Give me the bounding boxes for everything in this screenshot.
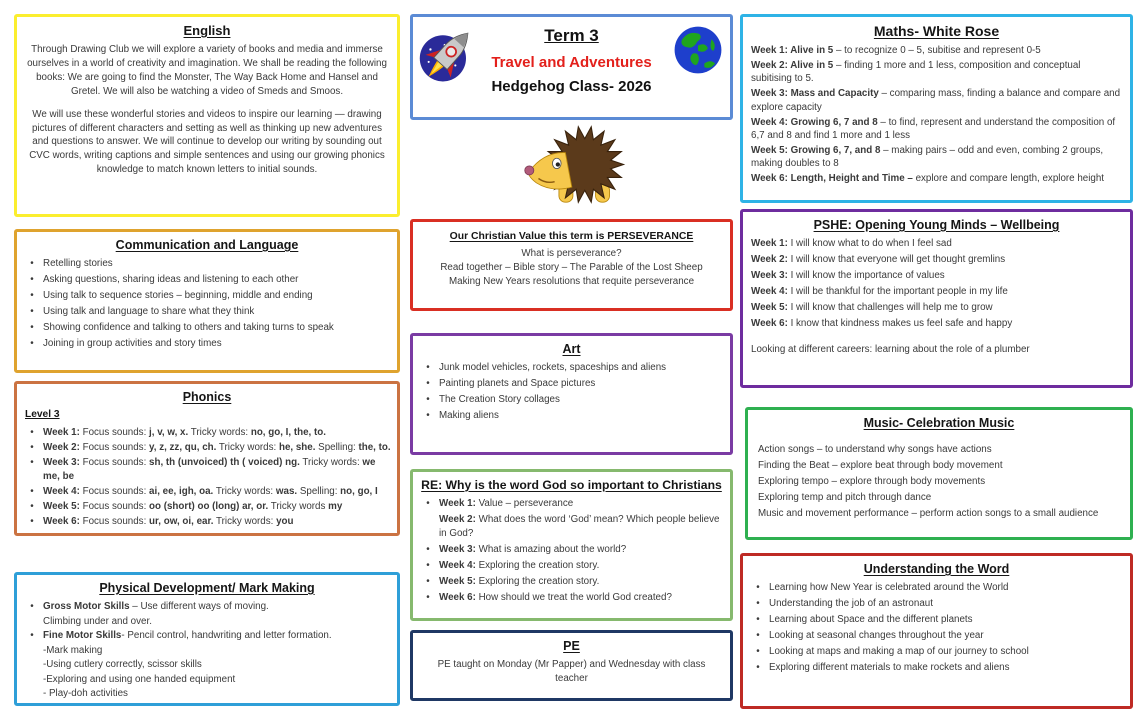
list-item-text: Using talk and language to share what they think [43, 306, 255, 318]
bullet-marker [417, 361, 439, 375]
bullet-marker [21, 500, 43, 514]
list-item-text: Junk model vehicles, rockets, spaceships and aliens [439, 362, 667, 373]
re-week-item [417, 497, 724, 511]
list-item [747, 613, 1124, 627]
term-label: Term 3 [544, 26, 599, 45]
bullet-marker [417, 543, 439, 557]
list-item-text: Painting planets and Space pictures [439, 378, 596, 390]
list-item-text: Climbing under and over. [43, 615, 152, 627]
re-week-text: Week 6: How should we treat the world God created? [439, 591, 672, 603]
phonics-week-text: Week 2: Focus sounds: y, z, zz, qu, ch. Tricky words: he, she. Spelling: the, to. [43, 442, 391, 454]
maths-week-text: Week 3: Mass and Capacity – comparing mass, finding a balance and compare and explore capacity [751, 88, 1121, 113]
list-item-text: Learning how New Year is celebrated around the World [769, 582, 1009, 593]
re-week-item [417, 575, 724, 589]
phonics-week-text: Week 4: Focus sounds: ai, ee, igh, oa. Tricky words: was. Spelling: no, go, I [43, 485, 378, 497]
phonics-week-item [21, 485, 391, 499]
list-item-text: Looking at maps and making a map of our journey to school [769, 646, 1029, 658]
bullet-marker [417, 591, 439, 605]
music-box [745, 407, 1133, 540]
list-item [21, 615, 391, 629]
bullet-marker [747, 645, 769, 659]
list-item [21, 321, 391, 335]
music-line: Exploring temp and pitch through dance [758, 491, 932, 503]
bullet-marker [21, 257, 43, 271]
pshe-week-text: Week 2: I will know that everyone will get thought gremlins [751, 253, 1006, 265]
english-paragraph: We will use these wonderful stories and videos to inspire our learning — drawing pictures of different characters and setting as well as thinking up new adventures and questions to answer. We will continue to develop our writing by sounding out CVC words, writing captions and simple sentences and using our growing phonics knowledge to match known letters to initial sounds. [29, 108, 385, 176]
phonics-week-text: Week 3: Focus sounds: sh, th (unvoiced) th ( voiced) ng. Tricky words: we me, be [43, 457, 376, 482]
list-item [747, 597, 1124, 611]
understanding-the-word-box [740, 553, 1133, 709]
list-item-text: Retelling stories [43, 258, 113, 269]
bullet-marker [747, 613, 769, 627]
music-line: Action songs – to understand why songs have actions [758, 444, 992, 455]
phonics-week-text: Week 5: Focus sounds: oo (short) oo (long) ar, or. Tricky words my [43, 500, 343, 512]
bullet-marker [417, 575, 439, 589]
list-item-text: Showing confidence and talking to others and taking turns to speak [43, 322, 334, 334]
list-item-text: -Exploring and using one handed equipment [43, 673, 236, 685]
re-title: RE: Why is the word God so important to Christians [421, 478, 722, 492]
pshe-week-text: Week 5: I will know that challenges will help me to grow [751, 301, 993, 313]
bullet-marker [417, 513, 439, 540]
maths-week-text: Week 6: Length, Height and Time – explore and compare length, explore height [751, 173, 1105, 185]
maths-week-text: Week 4: Growing 6, 7 and 8 – to find, represent and understand the composition of 6,7 and 8 and find 1 more and 1 less [751, 116, 1116, 141]
list-item-text: Fine Motor Skills- Pencil control, handwriting and letter formation. [43, 630, 332, 642]
pshe-week-text: Week 4: I will be thankful for the important people in my life [751, 285, 1008, 297]
bullet-marker [21, 456, 43, 483]
bullet-marker [21, 687, 43, 701]
topic-label: Travel and Adventures [491, 54, 652, 71]
list-item [21, 644, 391, 658]
phonics-week-item [21, 515, 391, 529]
pshe-box [740, 209, 1133, 388]
pe-title: PE [563, 639, 580, 653]
christian-value-box [410, 219, 733, 311]
bullet-marker [21, 615, 43, 629]
bullet-marker [21, 426, 43, 440]
bullet-marker [417, 559, 439, 573]
phonics-title: Phonics [182, 390, 232, 404]
list-item-text: Making aliens [439, 410, 499, 422]
pshe-careers-text: Looking at different careers: learning about the role of a plumber [751, 343, 1030, 355]
list-item [21, 600, 391, 614]
list-item [417, 409, 724, 423]
re-box [410, 469, 733, 621]
re-week-item [417, 591, 724, 605]
physical-development-box [14, 572, 400, 706]
maths-week-text: Week 1: Alive in 5 – to recognize 0 – 5, subitise and represent 0-5 [751, 45, 1041, 56]
list-item-text: Exploring different materials to make rockets and aliens [769, 662, 1010, 674]
list-item [21, 273, 391, 287]
bullet-marker [21, 321, 43, 335]
list-item [417, 393, 724, 407]
bullet-marker [21, 658, 43, 672]
list-item [21, 629, 391, 643]
maths-week-text: Week 2: Alive in 5 – finding 1 more and 1 less, composition and conceptual subitising to 5. [751, 59, 1081, 85]
term-header-box [410, 14, 733, 120]
bullet-marker [21, 600, 43, 614]
music-line: Exploring tempo – explore through body movements [758, 475, 986, 487]
understanding-title: Understanding the Word [863, 562, 1010, 576]
class-name-label: Hedgehog Class- 2026 [491, 78, 652, 95]
re-week-item [417, 513, 724, 540]
re-week-item [417, 543, 724, 557]
list-item-text: Gross Motor Skills – Use different ways of moving. [43, 601, 269, 612]
bullet-marker [417, 497, 439, 511]
list-item [747, 645, 1124, 659]
bullet-marker [21, 673, 43, 687]
list-item [21, 289, 391, 303]
communication-language-box [14, 229, 400, 373]
pshe-week-text: Week 1: I will know what to do when I feel sad [751, 238, 952, 249]
bullet-marker [21, 305, 43, 319]
christian-value-title: Our Christian Value this term is PERSEVERANCE [449, 231, 694, 242]
english-box [14, 14, 400, 217]
bullet-marker [21, 441, 43, 455]
globe-icon [671, 23, 725, 77]
list-item [747, 629, 1124, 643]
phonics-week-text: Week 6: Focus sounds: ur, ow, oi, ear. Tricky words: you [43, 515, 294, 527]
list-item [21, 673, 391, 687]
bullet-marker [21, 273, 43, 287]
art-title: Art [562, 342, 581, 356]
re-week-text: Week 5: Exploring the creation story. [439, 575, 600, 587]
bullet-marker [21, 515, 43, 529]
phonics-box [14, 381, 400, 536]
maths-box [740, 14, 1133, 203]
list-item-text: Using talk to sequence stories – beginning, middle and ending [43, 290, 313, 302]
list-item [417, 377, 724, 391]
bullet-marker [21, 289, 43, 303]
list-item-text: -Mark making [43, 644, 103, 656]
bullet-marker [747, 661, 769, 675]
phonics-week-item [21, 441, 391, 455]
bullet-marker [747, 629, 769, 643]
phonics-week-item [21, 456, 391, 483]
bullet-marker [417, 377, 439, 391]
bullet-marker [21, 337, 43, 351]
art-box [410, 333, 733, 455]
maths-week-text: Week 5: Growing 6, 7, and 8 – making pairs – odd and even, combing 2 groups, making doubles to 8 [751, 144, 1104, 170]
phonics-week-item [21, 500, 391, 514]
list-item [417, 361, 724, 375]
list-item [21, 337, 391, 351]
re-week-text: Week 4: Exploring the creation story. [439, 559, 600, 571]
list-item-text: Looking at seasonal changes throughout the year [769, 630, 984, 642]
communication-title: Communication and Language [115, 238, 299, 252]
christian-value-line: What is perseverance? [521, 248, 622, 259]
hedgehog-icon [518, 121, 630, 208]
english-title: English [183, 23, 231, 38]
list-item-text: Understanding the job of an astronaut [769, 598, 933, 610]
list-item-text: Learning about Space and the different planets [769, 614, 973, 626]
bullet-marker [417, 393, 439, 407]
list-item [21, 305, 391, 319]
list-item [21, 257, 391, 271]
bullet-marker [21, 629, 43, 643]
list-item [747, 581, 1124, 595]
phonics-level-label: Level 3 [25, 409, 60, 420]
phonics-week-item [21, 426, 391, 440]
christian-value-line: Read together – Bible story – The Parable of the Lost Sheep [440, 261, 703, 273]
re-week-text: Week 2: What does the word ‘God’ mean? Which people believe in God? [439, 514, 720, 539]
bullet-marker [747, 597, 769, 611]
list-item [21, 658, 391, 672]
bullet-marker [747, 581, 769, 595]
pshe-title: PSHE: Opening Young Minds – Wellbeing [813, 218, 1060, 232]
list-item-text: Joining in group activities and story times [43, 338, 222, 350]
bullet-marker [21, 644, 43, 658]
list-item-text: - Play-doh activities [43, 688, 128, 700]
list-item-text: Asking questions, sharing ideas and listening to each other [43, 274, 299, 286]
music-line: Music and movement performance – perform action songs to a small audience [758, 507, 1099, 519]
music-line: Finding the Beat – explore beat through body movement [758, 459, 1003, 471]
list-item [21, 687, 391, 701]
re-week-item [417, 559, 724, 573]
maths-title: Maths- White Rose [873, 23, 1000, 39]
english-paragraph: Through Drawing Club we will explore a variety of books and media and immerse ourselves in a world of creativity and imagination. We shall be reading the following books: We are going to find the Monster, The Way Back Home and Hansel and Gretel. We will also be watching a video of Smeds and Smoos. [27, 44, 387, 97]
music-title: Music- Celebration Music [863, 416, 1015, 430]
pshe-week-text: Week 3: I will know the importance of values [751, 269, 945, 281]
pe-text: PE taught on Monday (Mr Papper) and Wednesday with class teacher [437, 659, 706, 684]
christian-value-line: Making New Years resolutions that requite perseverance [448, 275, 695, 287]
physical-title: Physical Development/ Mark Making [99, 581, 315, 595]
pshe-week-text: Week 6: I know that kindness makes us feel safe and happy [751, 317, 1013, 329]
list-item-text: The Creation Story collages [439, 394, 560, 406]
list-item-text: -Using cutlery correctly, scissor skills [43, 659, 202, 671]
list-item [747, 661, 1124, 675]
bullet-marker [417, 409, 439, 423]
re-week-text: Week 1: Value – perseverance [439, 498, 574, 509]
rocket-icon [418, 21, 482, 85]
phonics-week-text: Week 1: Focus sounds: j, v, w, x. Tricky words: no, go, I, the, to. [43, 427, 326, 438]
re-week-text: Week 3: What is amazing about the world? [439, 543, 627, 555]
pe-box [410, 630, 733, 701]
bullet-marker [21, 485, 43, 499]
